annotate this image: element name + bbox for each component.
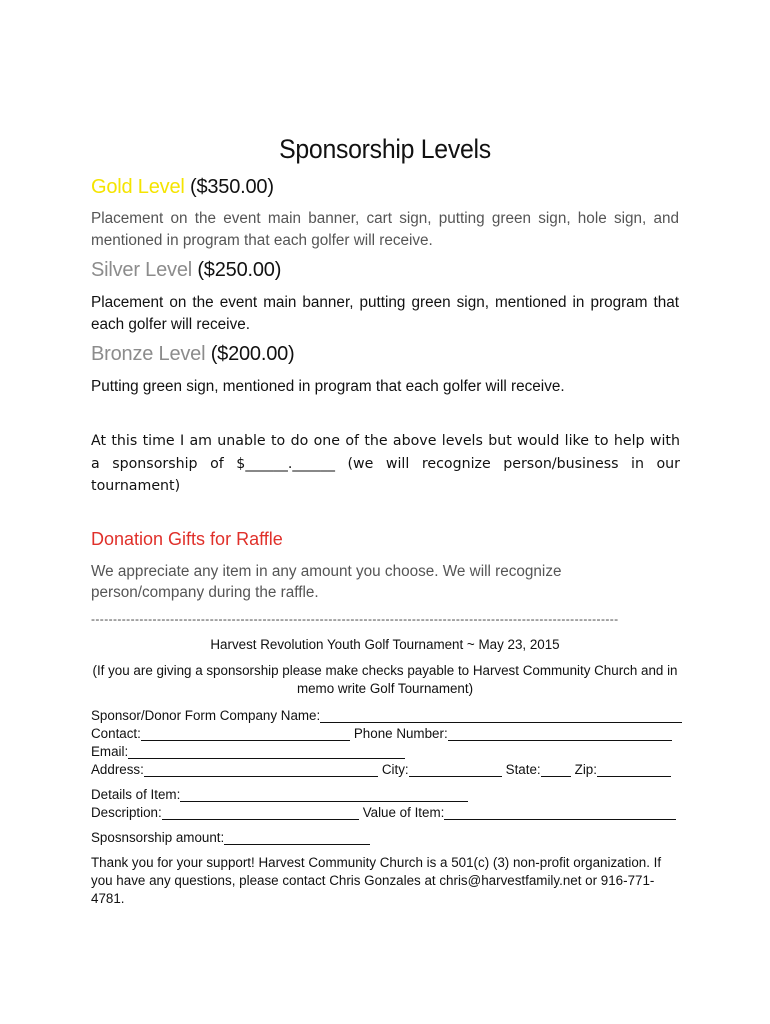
address-label: Address: [91,762,144,777]
contact-row [91,726,676,741]
description-label: Description: [91,805,162,820]
gold-level-description: Placement on the event main banner, cart sign, putting green sign, hole sign, and mentioned in program that each golfer will receive. [91,210,679,249]
check-payable-note: (If you are giving a sponsorship please make checks payable to Harvest Community Church and in memo write Golf Tournament) [92,663,678,696]
silver-level-price: ($250.00) [197,259,282,281]
gold-level-heading [91,176,274,199]
raffle-heading: Donation Gifts for Raffle [91,529,283,549]
item-details-row [91,787,472,802]
sponsorship-amount-row [91,830,374,845]
cut-line-divider: ------------------------------------------------------------------------------------------------------------------------ [91,612,619,626]
bronze-level-name: Bronze Level [91,343,206,365]
description-field[interactable] [162,806,359,820]
zip-field[interactable] [597,763,671,777]
page-title: Sponsorship Levels [279,134,491,164]
custom-sponsorship-text [91,430,680,498]
sponsorship-amount-field[interactable] [224,831,370,845]
bronze-level-description: Putting green sign, mentioned in program that each golfer will receive. [91,378,565,395]
custom-sponsorship-line-2: a sponsorship of $______.______ (we will recognize person/business in our [91,455,680,472]
gold-level-price: ($350.00) [189,176,274,198]
item-details-label: Details of Item: [91,787,181,802]
zip-label: Zip: [574,762,597,777]
item-value-label: Value of Item: [362,805,445,820]
company-name-row [91,708,686,723]
company-name-label: Sponsor/Donor Form Company Name: [91,708,321,723]
bronze-level-price: ($200.00) [210,343,295,365]
phone-number-label: Phone Number: [353,726,448,741]
silver-level-name: Silver Level [91,259,192,281]
bronze-level-heading [91,343,295,366]
custom-sponsorship-line-3: tournament) [91,478,181,494]
contact-field[interactable] [141,727,350,741]
contact-label: Contact: [91,726,141,741]
raffle-description: We appreciate any item in any amount you choose. We will recognize person/company during the raffle. [91,563,562,601]
event-title: Harvest Revolution Youth Golf Tournament ~ May 23, 2015 [210,637,560,652]
silver-level-description: Placement on the event main banner, putting green sign, mentioned in program that each golfer will receive. [91,294,679,333]
phone-number-field[interactable] [448,727,672,741]
item-details-field[interactable] [180,788,468,802]
address-field[interactable] [144,763,378,777]
state-label: State: [505,762,541,777]
item-value-field[interactable] [444,806,676,820]
email-label: Email: [91,744,129,759]
company-name-field[interactable] [320,709,682,723]
city-field[interactable] [409,763,502,777]
city-label: City: [381,762,409,777]
description-row [91,805,680,820]
thank-you-note: Thank you for your support! Harvest Community Church is a 501(c) (3) non-profit organization. If you have any questions, please contact Chris Gonzales at chris@harvestfamily.net or 916-771-4781. [91,855,662,906]
sponsorship-amount-label: Sposnsorship amount: [91,830,225,845]
email-row [91,744,409,759]
email-field[interactable] [128,745,405,759]
gold-level-name: Gold Level [91,176,185,198]
address-row [91,762,675,777]
silver-level-heading [91,259,281,282]
state-field[interactable] [541,763,571,777]
custom-sponsorship-line-1: At this time I am unable to do one of the above levels but would like to help with [91,433,680,449]
